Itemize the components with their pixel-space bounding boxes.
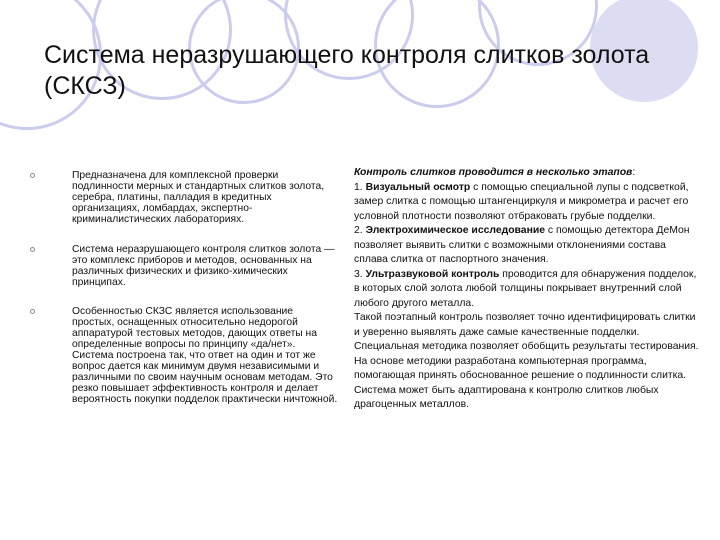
step-2-number: 2. bbox=[354, 225, 366, 236]
step-3 bbox=[354, 268, 699, 312]
conclusion: Такой поэтапный контроль позволяет точно идентифицировать слитки и уверенно выявлять даже самые качественные подделки. Специальная методика позволяет обобщить результаты тестирования. На основе методики разработана компьютерная программа, помогающая принять обоснованное решение о подлинности слитка. Система может быть адаптирована к контролю слитков любых драгоценных металлов. bbox=[354, 312, 699, 410]
step-1-text: с помощью специальной лупы с подсветкой, замер слитка с помощью штангенциркуля и микрометра и расчет его условной плотности позволяют отбраковать грубые подделки. bbox=[354, 181, 689, 222]
bullet-text: Система неразрушающего контроля слитков золота — это комплекс приборов и методов, основанных на различных физических и физико-химических принципах. bbox=[72, 244, 335, 288]
bullet-text: Предназначена для комплексной проверки подлинности мерных и стандартных слитков золота, серебра, платины, палладия в кредитных организациях, ломбардах, экспертно-криминалистических лабораториях. bbox=[72, 170, 325, 225]
step-3-number: 3. bbox=[354, 268, 366, 280]
step-3-title: Ультразвуковой контроль bbox=[365, 268, 500, 280]
bullet-item-purpose bbox=[28, 170, 338, 225]
intro-line bbox=[354, 166, 699, 181]
bullet-item-definition bbox=[28, 244, 338, 288]
step-1-title: Визуальный осмотр bbox=[365, 181, 471, 193]
bullet-circle-icon bbox=[30, 173, 35, 178]
intro-colon: : bbox=[632, 167, 636, 178]
step-3-text: проводится для обнаружения подделок, в которых слой золота любой толщины покрывает внутренний слой любого другого металла. bbox=[354, 268, 697, 309]
bullet-item-feature bbox=[28, 306, 338, 405]
step-2-title: Электрохимическое исследование bbox=[365, 225, 546, 236]
bullet-text: Особенностью СКЗС является использование простых, оснащенных относительно недорогой аппаратурой тестовых методов, дающих ответы на определенные вопросы по принципу «да/нет». Система построена так, что ответ на один и тот же вопрос дается как минимум двумя независимыми и различными по своим научным основам методам. Это резко повышает эффективность контроля и делает вероятность покупки подделок практически ничтожной. bbox=[72, 306, 338, 405]
step-2-text: с помощью детектора ДеМон позволяет выявить слитки с возможными отклонениями состава сплава слитка от паспортного значения. bbox=[354, 225, 690, 265]
slide-title: Система неразрушающего контроля слитков золота (СКСЗ) bbox=[44, 41, 650, 100]
bullet-circle-icon bbox=[30, 247, 35, 252]
bullet-circle-icon bbox=[30, 309, 35, 314]
right-text-block bbox=[354, 166, 699, 413]
step-1-number: 1. bbox=[354, 181, 366, 193]
step-2 bbox=[354, 224, 699, 268]
step-1 bbox=[354, 181, 699, 225]
intro-text: Контроль слитков проводится в несколько этапов bbox=[354, 167, 633, 178]
